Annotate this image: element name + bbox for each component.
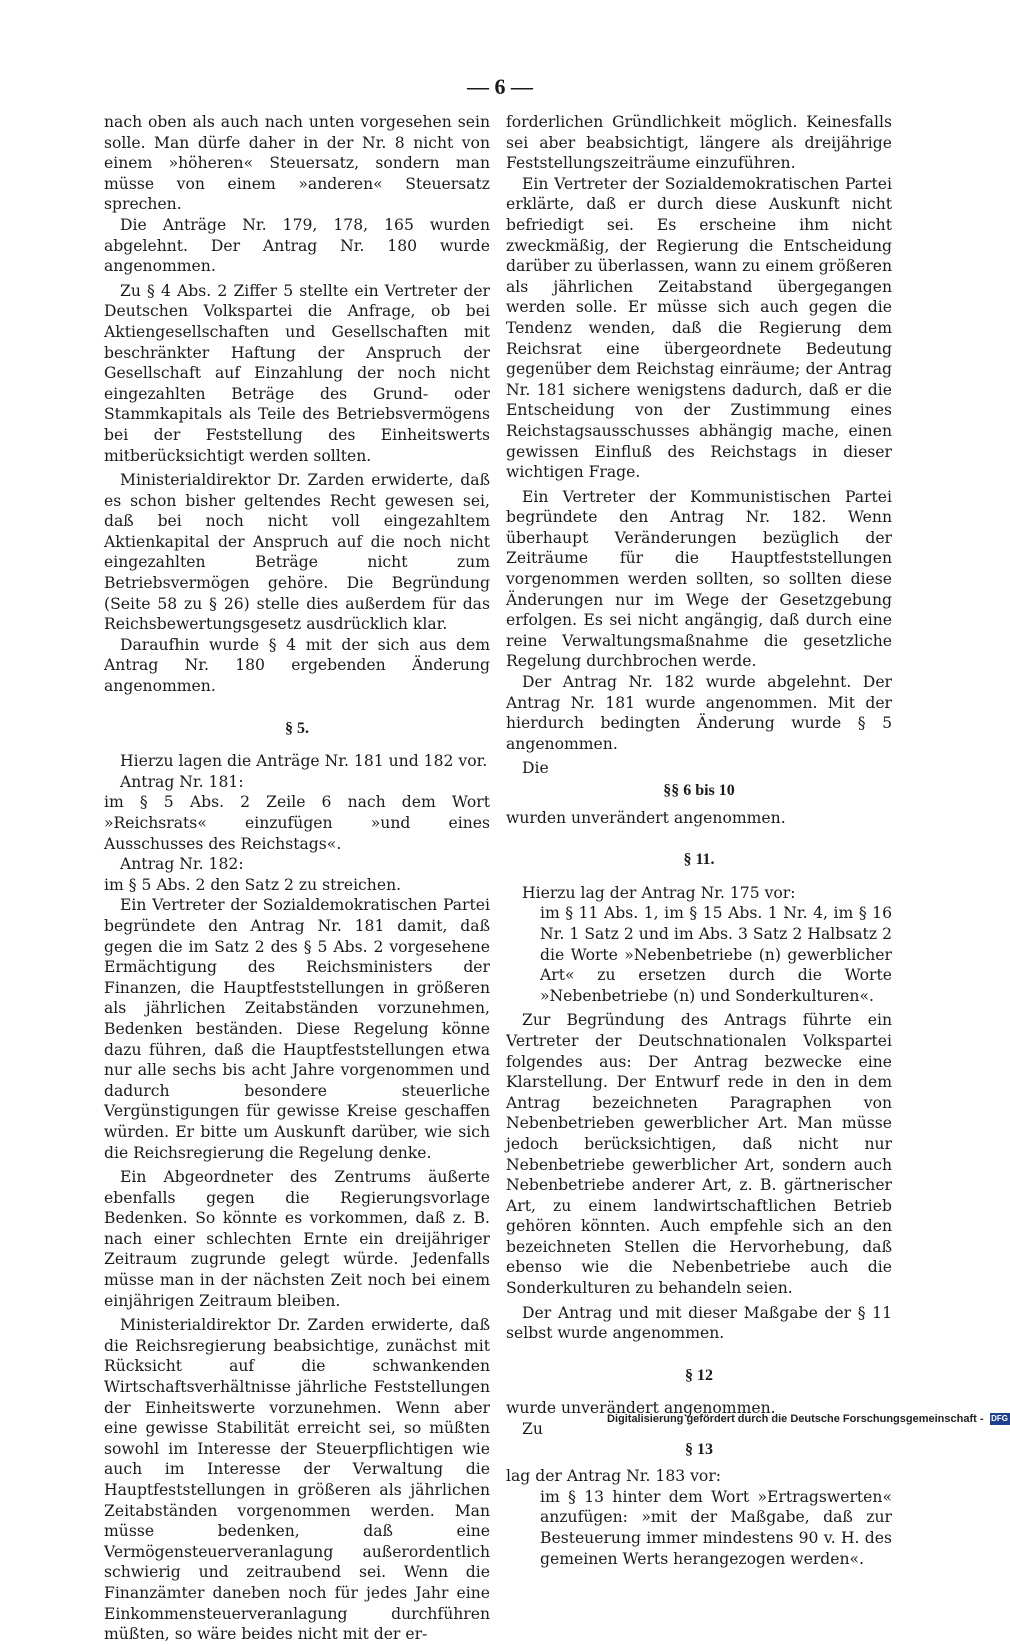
paragraph: forderlichen Gründlichkeit möglich. Keinesfalls sei aber beabsichtigt, längere als dreijährige Feststellungszeiträume einzuführen. bbox=[506, 113, 892, 173]
section-heading-13: § 13 bbox=[685, 1440, 713, 1458]
footer-text: Digitalisierung gefördert durch die Deutsche Forschungsgemeinschaft - bbox=[607, 1413, 984, 1425]
paragraph: wurde unverändert angenommen. bbox=[506, 1399, 776, 1418]
paragraph: nach oben als auch nach unten vorgesehen sein solle. Man dürfe daher in der Nr. 8 nicht von einem »höheren« Steuersatz, sondern man müsse von einem »anderen« Steuersatz sprechen. bbox=[104, 113, 490, 214]
motion-label: Antrag Nr. 182: bbox=[120, 855, 244, 874]
section-heading-12: § 12 bbox=[685, 1366, 713, 1384]
paragraph: Der Antrag und mit dieser Maßgabe der § 11 selbst wurde angenommen. bbox=[506, 1303, 892, 1343]
section-heading-5: § 5. bbox=[285, 719, 309, 737]
paragraph: Ein Vertreter der Kommunistischen Partei begründete den Antrag Nr. 182. Wenn überhaupt Veränderungen bezüglich der Zeiträume für die Hauptfeststellungen vorgenommen werden sollten, so sollten diese Änderungen nur im Wege der Gesetzgebung erfolgen. Es sei nicht angängig, daß durch eine reine Verwaltungsmaßnahme die gesetzliche Regelung durchbrochen werde. bbox=[506, 487, 892, 671]
right-column bbox=[506, 112, 892, 1569]
paragraph: Hierzu lagen die Anträge Nr. 181 und 182 vor. bbox=[120, 752, 488, 771]
paragraph: Der Antrag Nr. 182 wurde abgelehnt. Der Antrag Nr. 181 wurde angenommen. Mit der hierdurch bedingten Änderung wurde § 5 angenommen. bbox=[506, 673, 892, 753]
motion-text: im § 5 Abs. 2 den Satz 2 zu streichen. bbox=[104, 875, 402, 894]
paragraph: Zu § 4 Abs. 2 Ziffer 5 stellte ein Vertreter der Deutschen Volkspartei die Anfrage, ob bei Aktiengesellschaften und Gesellschaften mit beschränkter Haftung der Anspruch der Gesellschaft auf Einzahlung der noch nicht eingezahlten Beträge des Grund- oder Stammkapitals als Teile des Betriebsvermögens bei der Feststellung des Einheitswerts mitberücksichtigt werden sollten. bbox=[104, 281, 490, 465]
motion-text: im § 5 Abs. 2 Zeile 6 nach dem Wort »Reichsrats« einzufügen »und eines Ausschusses des Reichstags«. bbox=[104, 793, 490, 853]
section-heading-6-10: §§ 6 bis 10 bbox=[663, 782, 735, 799]
paragraph: Ein Vertreter der Sozialdemokratischen Partei erklärte, daß er durch diese Auskunft nicht befriedigt sei. Es erscheine ihm nicht zweckmäßig, der Regierung die Entscheidung darüber zu überlassen, wann zu einem größeren als jährlichen Zeitabstand übergegangen werden solle. Er müsse sich auch gegen die Tendenz wenden, daß die Regierung dem Reichsrat eine übergeordnete Bedeutung gegenüber dem Reichstag einräume; der Antrag Nr. 181 sichere wenigstens dadurch, daß er die Entscheidung von der Zustimmung eines Reichstagsausschusses abhängig mache, einen gewissen Einfluß des Reichstags in dieser wichtigen Frage. bbox=[506, 174, 892, 482]
paragraph: Ministerialdirektor Dr. Zarden erwiderte, daß es schon bisher geltendes Recht gewesen sei, daß bei noch nicht voll eingezahltem Aktienkapital der Anspruch auf die noch nicht eingezahlten Beträge nicht zum Betriebsvermögen gehöre. Die Begründung (Seite 58 zu § 26) stelle dies außerdem für das Reichsbewertungsgesetz ausdrücklich klar. bbox=[104, 471, 490, 634]
paragraph: lag der Antrag Nr. 183 vor: bbox=[506, 1467, 722, 1486]
dfg-logo: DFG bbox=[991, 1414, 1009, 1424]
paragraph: Zu bbox=[522, 1420, 543, 1439]
paragraph: Ein Vertreter der Sozialdemokratischen Partei begründete den Antrag Nr. 181 damit, daß gegen die im Satz 2 des § 5 Abs. 2 vorgesehene Ermächtigung des Reichsministers der Finanzen, die Hauptfeststellungen in größeren als jährlichen Zeitabständen vorzunehmen, Bedenken beständen. Diese Regelung könne dazu führen, daß die Hauptfeststellungen etwa nur alle sechs bis acht Jahre vorgenommen und dadurch besondere steuerliche Vergünstigungen für gewisse Kreise geschaffen würden. Er bitte um Auskunft darüber, wie sich die Reichsregierung die Regelung denke. bbox=[104, 896, 490, 1162]
paragraph: wurden unverändert angenommen. bbox=[506, 808, 786, 827]
page-number: — 6 — bbox=[467, 74, 533, 99]
paragraph: Die bbox=[522, 759, 549, 778]
motion-text: im § 11 Abs. 1, im § 15 Abs. 1 Nr. 4, im § 16 Nr. 1 Satz 2 und im Abs. 3 Satz 2 Halbsatz 2 die Worte »Nebenbetriebe (n) gewerblicher Art« zu ersetzen durch die Worte »Nebenbetriebe (n) und Sonderkulturen«. bbox=[540, 904, 892, 1005]
motion-text: im § 13 hinter dem Wort »Ertragswerten« anzufügen: »mit der Maßgabe, daß zur Besteuerung immer mindestens 90 v. H. des gemeinen Werts herangezogen werden«. bbox=[540, 1487, 892, 1568]
paragraph: Hierzu lag der Antrag Nr. 175 vor: bbox=[522, 883, 796, 902]
paragraph: Zur Begründung des Antrags führte ein Vertreter der Deutschnationalen Volkspartei folgendes aus: Der Antrag bezwecke eine Klarstellung. Der Entwurf rede in den in dem Antrag bezeichneten Paragraphen von Nebenbetrieben gewerblicher Art. Man müsse jedoch berücksichtigen, daß nicht nur Nebenbetriebe gewerblicher Art, sondern auch Nebenbetriebe anderer Art, z. B. gärtnerischer Art, zu einem landwirtschaftlichen Betrieb gehören könnten. Auch empfehle sich an den bezeichneten Stellen die Hervorhebung, daß ebenso wie die Nebenbetriebe auch die Sonderkulturen zu behandeln seien. bbox=[506, 1011, 892, 1298]
footer-credit bbox=[607, 1413, 1010, 1425]
paragraph: Ein Abgeordneter des Zentrums äußerte ebenfalls gegen die Regierungsvorlage Bedenken. So könnte es vorkommen, daß z. B. nach einer schlechten Ernte ein dreijähriger Zeitraum zugrunde gelegt würde. Jedenfalls müsse man in der nächsten Zeit noch bei einem einjährigen Zeitraum bleiben. bbox=[104, 1168, 490, 1310]
left-column bbox=[104, 112, 490, 1645]
motion-label: Antrag Nr. 181: bbox=[120, 772, 244, 791]
section-heading-11: § 11. bbox=[683, 851, 715, 869]
paragraph: Die Anträge Nr. 179, 178, 165 wurden abgelehnt. Der Antrag Nr. 180 wurde angenommen. bbox=[104, 215, 490, 276]
paragraph: Ministerialdirektor Dr. Zarden erwiderte, daß die Reichsregierung beabsichtige, zunächst mit Rücksicht auf die schwankenden Wirtschaftsverhältnisse jährliche Feststellungen der Einheitswerte vorzunehmen. Wenn aber eine gewisse Stabilität erreicht sei, so müßten sowohl im Interesse der Steuerpflichtigen wie auch im Interesse der Verwaltung die Hauptfeststellungen in größeren als jährlichen Zeitabständen vorgenommen werden. Man müsse bedenken, daß eine Vermögensteuerveranlagung außerordentlich schwierig und zeitraubend sei. Wenn die Finanzämter daneben noch für jedes Jahr eine Einkommensteuerveranlagung durchführen müßten, so wäre beides nicht mit der er- bbox=[104, 1316, 490, 1644]
paragraph: Daraufhin wurde § 4 mit der sich aus dem Antrag Nr. 180 ergebenden Änderung angenommen. bbox=[104, 635, 490, 696]
